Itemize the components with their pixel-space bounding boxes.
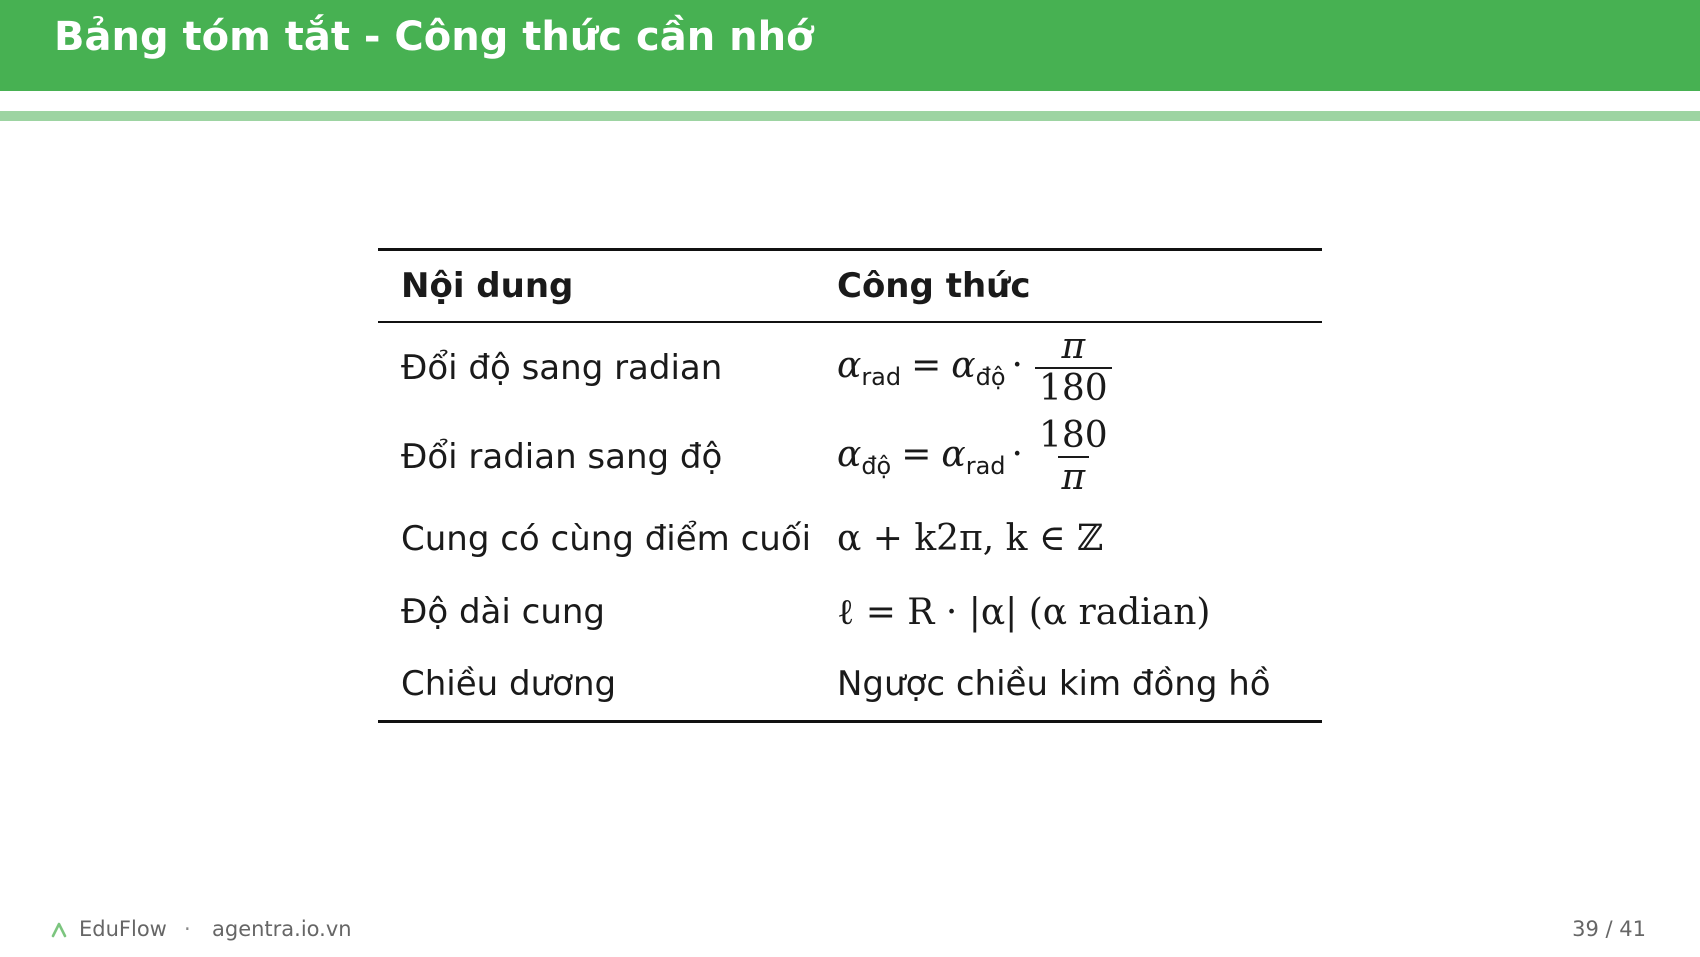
column-header-formula: Công thức [837,266,1031,306]
column-header-content: Nội dung [401,266,574,306]
table-row [378,412,1322,502]
eduflow-logo-icon [50,919,68,939]
row-label: Cung có cùng điểm cuối [401,518,812,559]
formula-subscript: rad [861,362,902,391]
formula-deg-to-rad [837,325,1112,409]
formula-symbol: α [837,434,862,475]
formula-symbol: α [941,434,966,475]
slide-footer [0,915,1700,945]
formula-fraction [1035,327,1112,409]
slide-title: Bảng tóm tắt - Công thức cần nhớ [54,14,814,60]
fraction-numerator: π [1061,325,1086,367]
table-row [378,502,1322,575]
formula-operator: = [911,344,942,386]
formula-operator: · [1011,344,1023,386]
header-accent-line [0,111,1700,121]
slide-header [0,0,1700,91]
table-row [378,648,1322,721]
formula-operator: = [901,434,932,475]
row-formula [837,412,1322,502]
row-formula [837,322,1322,412]
formula-subscript: rad [965,452,1006,480]
formula-subscript: độ [861,452,892,480]
table-row [378,322,1322,412]
formula-table [378,248,1322,723]
row-label: Chiều dương [401,663,617,704]
fraction-denominator: 180 [1035,367,1112,409]
footer-site-link[interactable]: agentra.io.vn [212,917,352,941]
fraction-denominator: π [1058,456,1090,498]
formula-rad-to-deg [837,415,1112,498]
table-row [378,575,1322,648]
page-number: 39 / 41 [1572,917,1646,941]
table-header-row [378,250,1322,323]
formula-symbol: α [951,344,976,386]
row-formula: ℓ = R · |α| (α radian) [837,591,1211,633]
formula-table-container [378,248,1322,723]
formula-operator: · [1011,434,1023,475]
footer-separator: · [184,917,191,941]
formula-symbol: α [837,344,862,386]
fraction-numerator: 180 [1038,415,1108,456]
formula-subscript: độ [975,362,1006,391]
row-formula: Ngược chiều kim đồng hồ [837,663,1271,704]
row-label: Đổi radian sang độ [401,437,723,477]
footer-brand: EduFlow [79,917,167,941]
row-label: Đổi độ sang radian [401,347,723,388]
formula-fraction [1035,416,1112,498]
row-formula: α + k2π, k ∈ ℤ [837,518,1104,559]
row-label: Độ dài cung [401,591,605,632]
